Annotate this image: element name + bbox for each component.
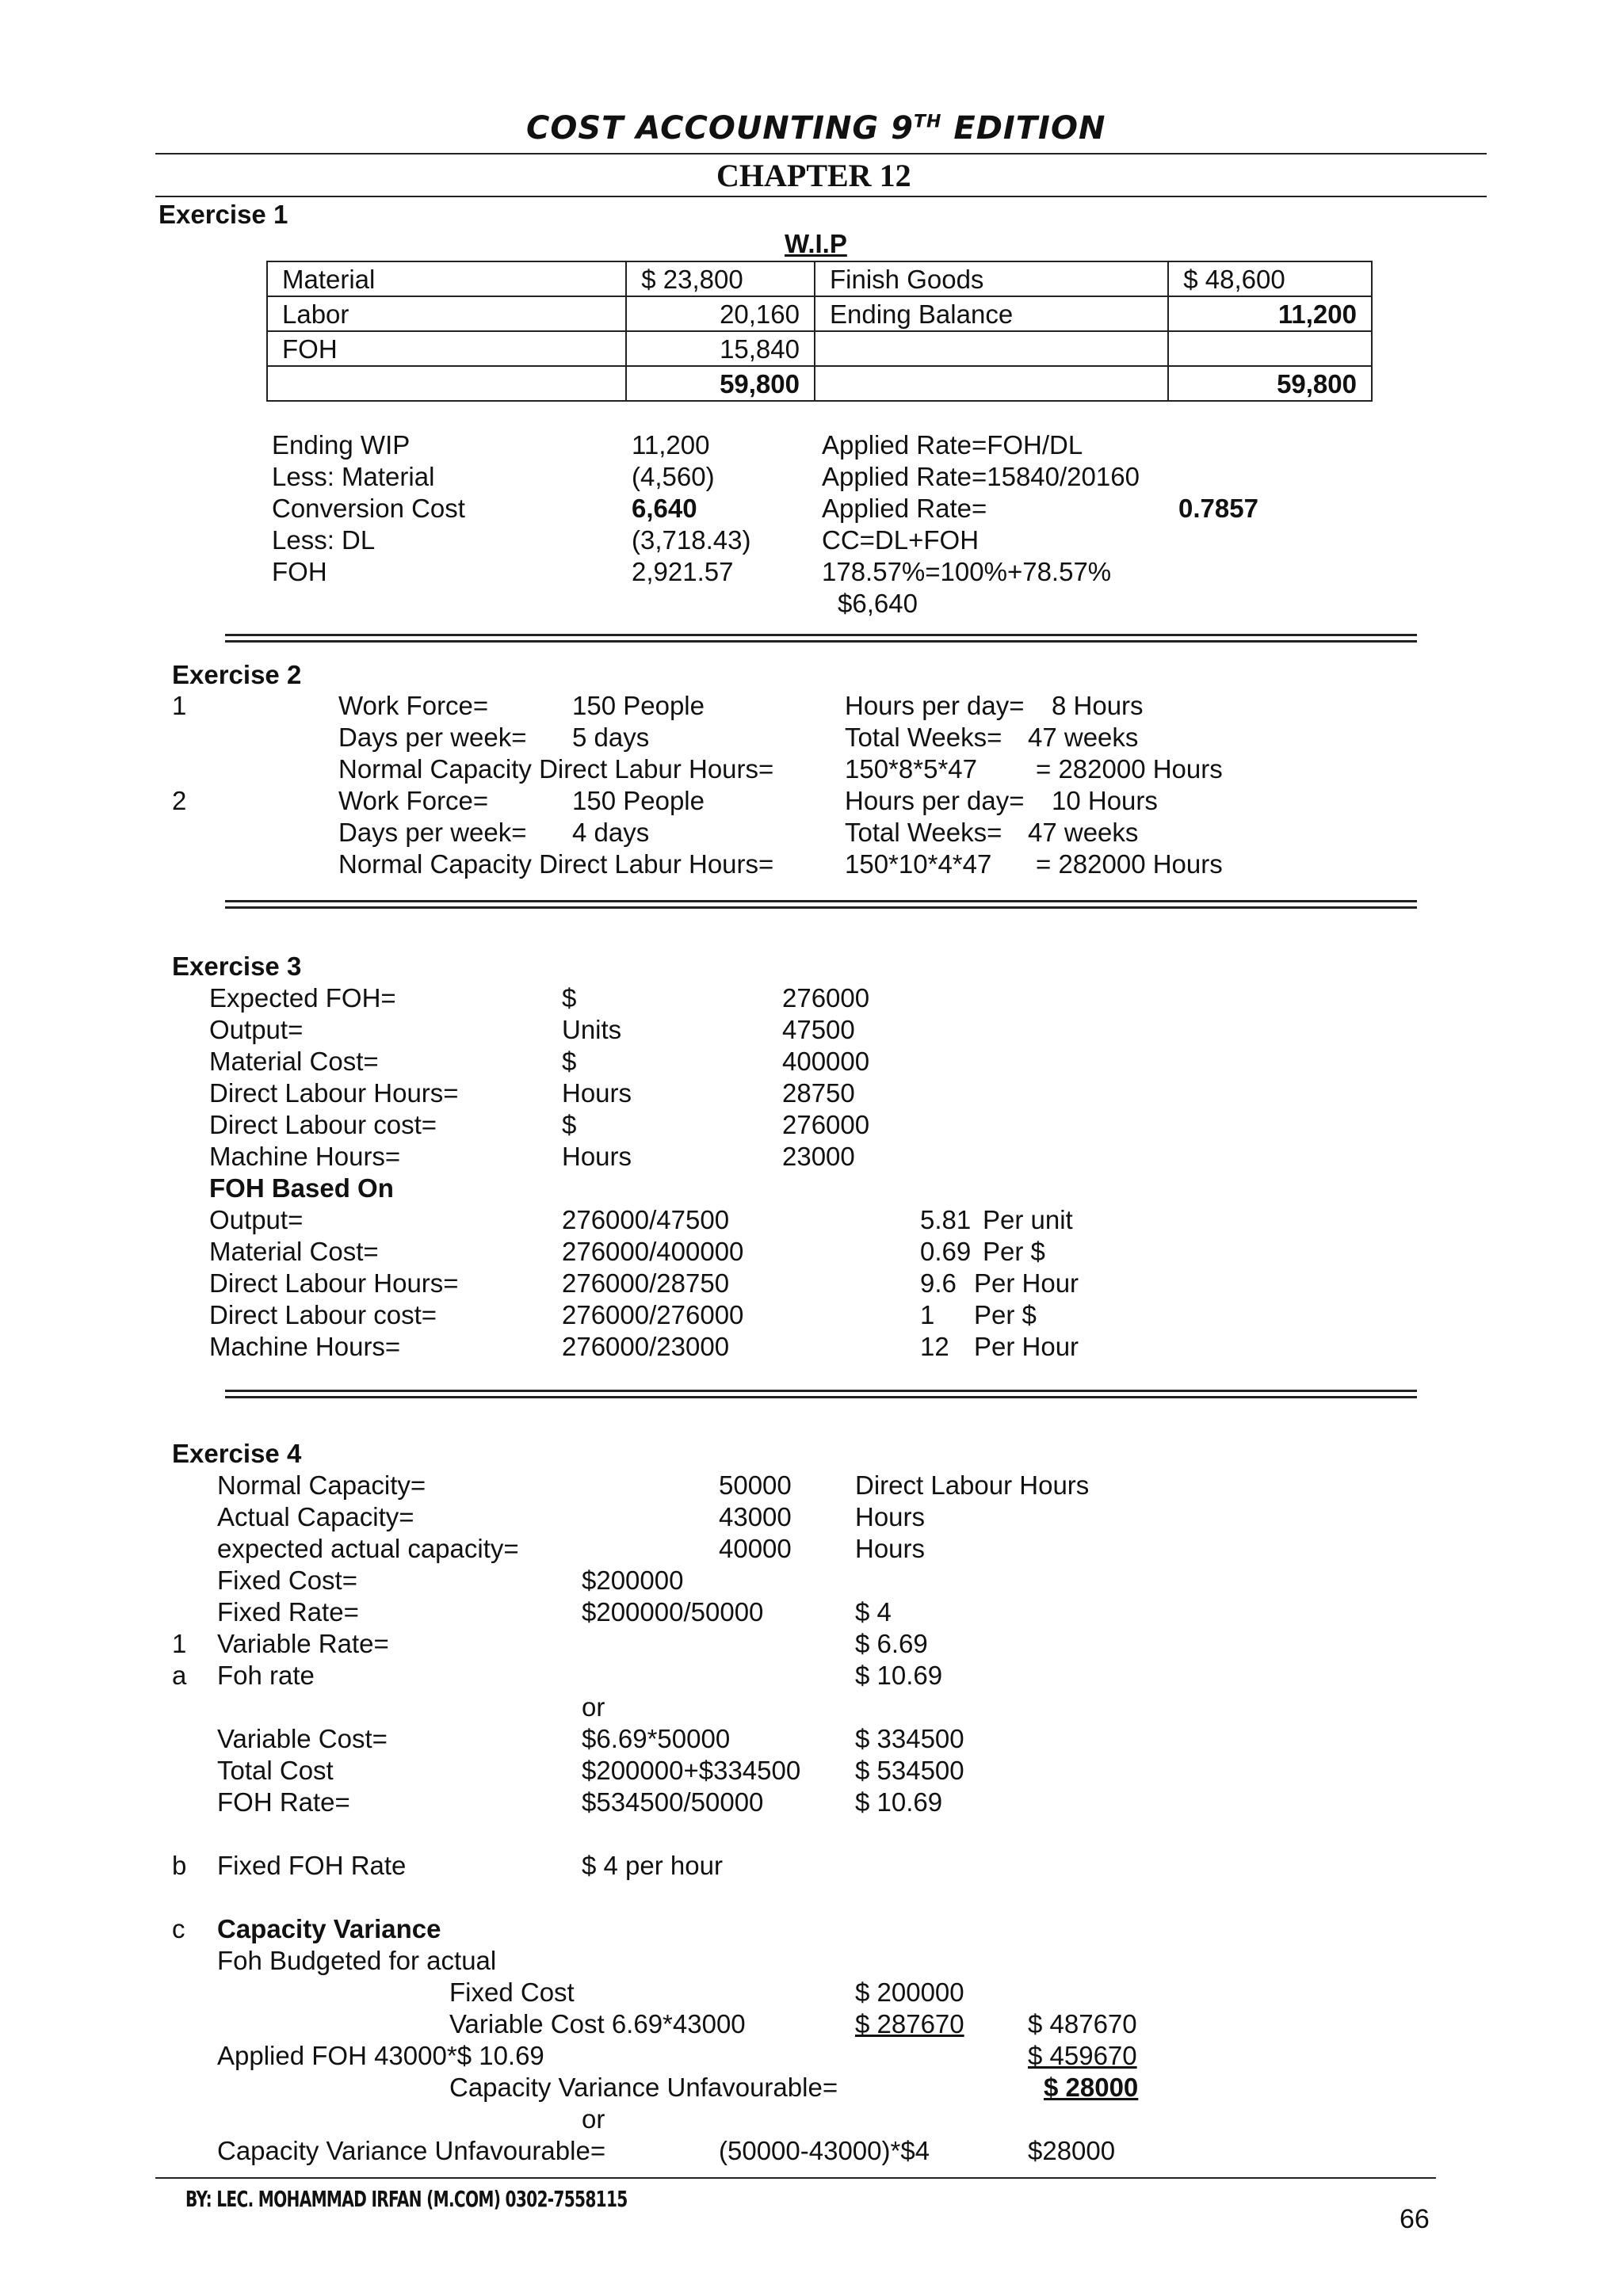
row-label: Total Cost xyxy=(217,1756,334,1785)
row-value: 47 weeks xyxy=(1028,723,1139,752)
section-divider xyxy=(225,1396,1417,1398)
row-result: $ 334500 xyxy=(855,1724,964,1753)
row-label: Normal Capacity= xyxy=(217,1470,426,1500)
row-formula: 150*8*5*47 xyxy=(845,754,977,784)
author-credit: BY: LEC. MOHAMMAD IRFAN (M.COM) 0302-7558115 xyxy=(185,2186,628,2212)
row-value: $ 287670 xyxy=(855,2009,964,2039)
row-unit: Direct Labour Hours xyxy=(855,1470,1090,1500)
table-cell: $ 48,600 xyxy=(1168,261,1372,296)
calc-label: FOH xyxy=(272,557,327,586)
row-formula: 276000/23000 xyxy=(562,1332,730,1361)
row-unit: $ xyxy=(562,1047,577,1076)
footer-rule xyxy=(155,2177,1436,2179)
row-label: Direct Labour Hours= xyxy=(209,1078,459,1108)
row-value: 43000 xyxy=(719,1502,792,1531)
page-number: 66 xyxy=(1400,2204,1430,2234)
row-label: FOH Rate= xyxy=(217,1787,350,1817)
row-label: Actual Capacity= xyxy=(217,1502,414,1531)
table-cell: Material xyxy=(267,261,626,296)
row-label: Work Force= xyxy=(338,786,489,815)
row-value: 4 days xyxy=(572,818,650,847)
row-value: 150 People xyxy=(572,691,705,720)
row-label: Total Weeks= xyxy=(845,723,1002,752)
row-value: 276000 xyxy=(782,1110,870,1139)
row-value: 23000 xyxy=(782,1142,855,1171)
row-label: Direct Labour cost= xyxy=(209,1300,437,1329)
row-rate-unit: Per $ xyxy=(983,1237,1045,1266)
table-cell xyxy=(815,331,1168,366)
table-row xyxy=(267,261,1372,296)
table-cell xyxy=(1168,331,1372,366)
row-label: Variable Cost= xyxy=(217,1724,388,1753)
row-formula: (50000-43000)*$4 xyxy=(719,2136,930,2165)
row-result: $ 534500 xyxy=(855,1756,964,1785)
row-total: $28000 xyxy=(1028,2136,1116,2165)
calc-value: (3,718.43) xyxy=(632,525,751,555)
row-rate: 0.69 xyxy=(920,1237,972,1266)
row-label: Output= xyxy=(209,1205,304,1234)
section-divider xyxy=(225,906,1417,909)
row-label: Days per week= xyxy=(338,818,527,847)
table-cell: 11,200 xyxy=(1168,296,1372,331)
calc-value: (4,560) xyxy=(632,462,715,491)
row-value: = 282000 Hours xyxy=(1036,754,1223,784)
row-rate-unit: Per $ xyxy=(974,1300,1037,1329)
row-label: Direct Labour Hours= xyxy=(209,1268,459,1298)
calc-note: Applied Rate=FOH/DL xyxy=(822,430,1083,460)
row-label: Fixed Cost= xyxy=(217,1566,357,1595)
exercise-4-label: Exercise 4 xyxy=(172,1439,302,1468)
section-divider xyxy=(225,640,1417,643)
row-label: Material Cost= xyxy=(209,1237,379,1266)
row-label: Hours per day= xyxy=(845,786,1025,815)
row-rate-unit: Per Hour xyxy=(974,1332,1079,1361)
page-title: COST ACCOUNTING 9TH EDITION xyxy=(526,110,1106,147)
table-cell: 20,160 xyxy=(626,296,815,331)
calc-value: 11,200 xyxy=(632,430,710,460)
row-label: Normal Capacity Direct Labur Hours= xyxy=(338,849,774,879)
row-label: Direct Labour cost= xyxy=(209,1110,437,1139)
row-label: Foh rate xyxy=(217,1661,315,1690)
header-rule-top xyxy=(155,153,1487,154)
row-result: $ 4 per hour xyxy=(582,1851,723,1880)
row-label: Applied FOH 43000*$ 10.69 xyxy=(217,2041,544,2070)
row-result: $ 10.69 xyxy=(855,1787,943,1817)
calc-label: Conversion Cost xyxy=(272,494,465,523)
row-value: $ 200000 xyxy=(855,1978,964,2007)
capacity-variance-heading: Capacity Variance xyxy=(217,1914,441,1943)
row-rate: 9.6 xyxy=(920,1268,957,1298)
row-unit: Hours xyxy=(855,1502,926,1531)
row-rate-unit: Per Hour xyxy=(974,1268,1079,1298)
table-cell xyxy=(815,366,1168,401)
calc-note: $6,640 xyxy=(838,589,918,618)
row-label: Variable Cost 6.69*43000 xyxy=(449,2009,746,2039)
calc-label: Less: Material xyxy=(272,462,435,491)
wip-account-table xyxy=(266,261,1373,402)
row-label: Fixed Rate= xyxy=(217,1597,359,1627)
section-divider xyxy=(225,634,1417,636)
table-cell: $ 23,800 xyxy=(626,261,815,296)
item-letter: b xyxy=(172,1851,187,1880)
row-label: Capacity Variance Unfavourable= xyxy=(217,2136,606,2165)
row-label: Machine Hours= xyxy=(209,1332,401,1361)
item-letter: c xyxy=(172,1914,185,1943)
item-letter: a xyxy=(172,1661,187,1690)
calc-label: Less: DL xyxy=(272,525,376,555)
row-rate: 5.81 xyxy=(920,1205,972,1234)
or-separator: or xyxy=(582,2104,605,2134)
row-total: $ 487670 xyxy=(1028,2009,1137,2039)
row-label: Capacity Variance Unfavourable= xyxy=(449,2073,838,2102)
exercise-1-label: Exercise 1 xyxy=(158,200,288,229)
row-label: Normal Capacity Direct Labur Hours= xyxy=(338,754,774,784)
row-result: $ 4 xyxy=(855,1597,892,1627)
header-rule-bottom xyxy=(155,196,1487,197)
row-formula: $200000/50000 xyxy=(582,1597,764,1627)
row-value: 47 weeks xyxy=(1028,818,1139,847)
row-formula: 150*10*4*47 xyxy=(845,849,992,879)
row-label: Days per week= xyxy=(338,723,527,752)
row-formula: 276000/47500 xyxy=(562,1205,730,1234)
row-value: 10 Hours xyxy=(1052,786,1158,815)
row-total: $ 459670 xyxy=(1028,2041,1137,2070)
calc-note: Applied Rate= xyxy=(822,494,987,523)
table-cell: 15,840 xyxy=(626,331,815,366)
table-cell xyxy=(267,366,626,401)
table-cell: Ending Balance xyxy=(815,296,1168,331)
row-label: Output= xyxy=(209,1015,304,1044)
table-row xyxy=(267,296,1372,331)
calc-note: 178.57%=100%+78.57% xyxy=(822,557,1112,586)
table-cell: 59,800 xyxy=(1168,366,1372,401)
row-label: Material Cost= xyxy=(209,1047,379,1076)
exercise-3-label: Exercise 3 xyxy=(172,952,302,981)
row-value: 47500 xyxy=(782,1015,855,1044)
row-formula: $200000 xyxy=(582,1566,684,1595)
row-unit: Hours xyxy=(562,1078,632,1108)
table-row xyxy=(267,366,1372,401)
table-cell: Finish Goods xyxy=(815,261,1168,296)
row-unit: Hours xyxy=(855,1534,926,1563)
row-unit: $ xyxy=(562,983,577,1013)
row-value: 28750 xyxy=(782,1078,855,1108)
row-value: 400000 xyxy=(782,1047,870,1076)
row-label: Fixed FOH Rate xyxy=(217,1851,407,1880)
row-result: $ 6.69 xyxy=(855,1629,928,1658)
row-value: 50000 xyxy=(719,1470,792,1500)
item-number: 1 xyxy=(172,691,187,720)
foh-based-on-heading: FOH Based On xyxy=(209,1173,394,1203)
row-unit: $ xyxy=(562,1110,577,1139)
row-value: 150 People xyxy=(572,786,705,815)
exercise-2-label: Exercise 2 xyxy=(172,660,302,689)
section-divider xyxy=(225,1390,1417,1392)
calc-note: CC=DL+FOH xyxy=(822,525,980,555)
or-separator: or xyxy=(582,1692,605,1722)
section-divider xyxy=(225,900,1417,902)
table-cell: Labor xyxy=(267,296,626,331)
calc-value: 6,640 xyxy=(632,494,697,523)
applied-rate-value: 0.7857 xyxy=(1178,494,1258,523)
table-cell: 59,800 xyxy=(626,366,815,401)
capacity-variance-total: $ 28000 xyxy=(1044,2073,1139,2102)
wip-table-title: W.I.P xyxy=(785,229,847,258)
item-number: 2 xyxy=(172,786,187,815)
row-label: Fixed Cost xyxy=(449,1978,575,2007)
row-value: = 282000 Hours xyxy=(1036,849,1223,879)
row-label: Variable Rate= xyxy=(217,1629,389,1658)
row-value: 276000 xyxy=(782,983,870,1013)
calc-value: 2,921.57 xyxy=(632,557,734,586)
row-formula: $534500/50000 xyxy=(582,1787,764,1817)
calc-note: Applied Rate=15840/20160 xyxy=(822,462,1140,491)
row-unit: Hours xyxy=(562,1142,632,1171)
row-value: 5 days xyxy=(572,723,650,752)
table-cell: FOH xyxy=(267,331,626,366)
row-label: Expected FOH= xyxy=(209,983,396,1013)
row-unit: Units xyxy=(562,1015,622,1044)
row-formula: 276000/276000 xyxy=(562,1300,744,1329)
calc-label: Ending WIP xyxy=(272,430,411,460)
row-formula: 276000/400000 xyxy=(562,1237,744,1266)
row-label: expected actual capacity= xyxy=(217,1534,519,1563)
row-formula: $200000+$334500 xyxy=(582,1756,801,1785)
row-result: $ 10.69 xyxy=(855,1661,943,1690)
row-label: Foh Budgeted for actual xyxy=(217,1946,497,1975)
row-rate: 1 xyxy=(920,1300,935,1329)
row-label: Machine Hours= xyxy=(209,1142,401,1171)
row-formula: $6.69*50000 xyxy=(582,1724,731,1753)
row-rate: 12 xyxy=(920,1332,949,1361)
chapter-heading: CHAPTER 12 xyxy=(716,158,911,193)
row-formula: 276000/28750 xyxy=(562,1268,730,1298)
row-value: 8 Hours xyxy=(1052,691,1144,720)
row-label: Hours per day= xyxy=(845,691,1025,720)
row-rate-unit: Per unit xyxy=(983,1205,1073,1234)
row-label: Total Weeks= xyxy=(845,818,1002,847)
row-label: Work Force= xyxy=(338,691,489,720)
table-row xyxy=(267,331,1372,366)
row-value: 40000 xyxy=(719,1534,792,1563)
item-number: 1 xyxy=(172,1629,187,1658)
